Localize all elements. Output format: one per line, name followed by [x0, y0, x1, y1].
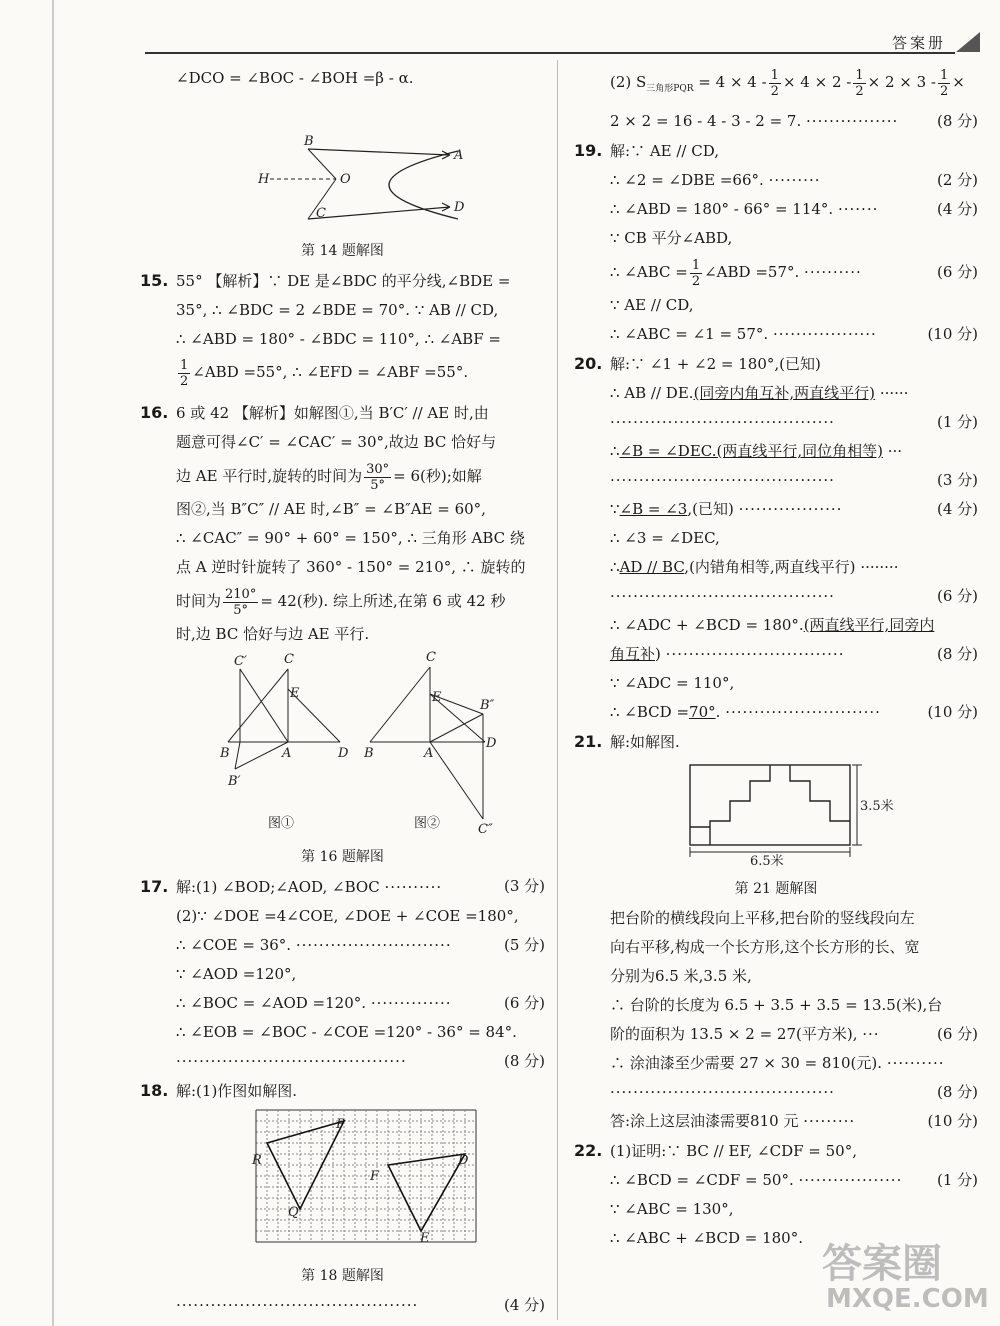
- q21-line6: 阶的面积为 13.5 × 2 = 27(平方米), ··· (6 分): [610, 1025, 978, 1043]
- svg-text:B′: B′: [228, 774, 241, 789]
- q20-line8: ∴AD // BC,(内错角相等,两直线平行) ········: [610, 558, 899, 576]
- q15-line3: ∴ ∠ABD = 180° - ∠BDC = 110°, ∴ ∠ABF =: [176, 330, 501, 348]
- q20-line7: ∴ ∠3 = ∠DEC,: [610, 529, 720, 547]
- svg-text:A: A: [282, 746, 292, 761]
- q20-line3: ······································· (1 分): [610, 413, 978, 431]
- header-title: 答案册: [892, 34, 947, 52]
- fig21: [574, 757, 978, 867]
- svg-text:Q: Q: [288, 1205, 299, 1220]
- svg-text:C: C: [426, 650, 436, 665]
- q20-line11: 角互补) ······························· (8 分): [610, 645, 978, 663]
- header-rule: [145, 52, 955, 54]
- fig14-label-c: C: [316, 206, 326, 221]
- svg-text:D: D: [486, 736, 497, 751]
- q19-line7: ∴ ∠ABC = ∠1 = 57°. ·················· (10 分): [610, 325, 978, 343]
- q15-line2: 35°, ∴ ∠BDC = 2 ∠BDE = 70°. ∵ AB // CD,: [176, 301, 499, 319]
- fig14-label-a: A: [454, 148, 464, 163]
- svg-text:E: E: [432, 690, 442, 705]
- q16-line5: ∴ ∠CAC″ = 90° + 60° = 150°, ∴ 三角形 ABC 绕: [176, 529, 525, 547]
- svg-text:3.5米: 3.5米: [860, 799, 894, 814]
- q15-line1: 15. 55° 【解析】∵ DE 是∠BDC 的平分线,∠BDE =: [140, 266, 545, 296]
- fig18-caption: 第 18 题解图: [301, 1268, 384, 1284]
- q20-line4: ∴∠B = ∠DEC.(两直线平行,同位角相等) ···: [610, 442, 903, 460]
- fig14-label-b: B: [304, 134, 314, 149]
- q15-number: 15.: [140, 271, 169, 290]
- page-edge: [52, 0, 54, 1326]
- q21-line7: ∴ 涂油漆至少需要 27 × 30 = 810(元). ··········: [610, 1054, 945, 1072]
- q18b-line1: (2) $S_{三角形PQR} = 4 \times 4$ - $\frac{1}{2}$ × 4 × 2 - $\frac{1}{2}$ × 2 × 3 - $\frac{1}{2}$ ×: [610, 67, 965, 99]
- q20-line10: ∴ ∠ADC + ∠BCD = 180°.(两直线平行,同旁内: [610, 616, 935, 634]
- q16-line7: 时间为 $\frac{210^\circ}{5^\circ}$ = 42(秒). 综上所述,在第 6 或 42 秒: [176, 586, 506, 618]
- watermark-logo: 答案圈: [822, 1241, 942, 1287]
- fig18-grid: [140, 1106, 545, 1256]
- q17-line7: ········································ (8 分): [176, 1052, 545, 1070]
- q20-line9: ······································· (6 分): [610, 587, 978, 605]
- q16-line1: 16. 6 或 42 【解析】如解图①,当 B′C′ // AE 时,由: [140, 398, 545, 428]
- q14-tail: ∠DCO = ∠BOC - ∠BOH =β - α.: [176, 69, 414, 87]
- watermark-url: MXQE.COM: [826, 1284, 989, 1314]
- svg-text:P: P: [336, 1117, 345, 1132]
- q20-line6: ∵∠B = ∠3,(已知) ·················· (4 分): [610, 500, 978, 518]
- svg-text:图①: 图①: [268, 816, 295, 831]
- q15-line4: $\frac{1}{2}$ ∠ABD =55°, ∴ ∠EFD = ∠ABF =55°.: [180, 357, 469, 389]
- q18-number: 18.: [140, 1081, 169, 1100]
- q15-frac: $\frac{1}{2}$: [180, 357, 189, 389]
- svg-text:B: B: [220, 746, 230, 761]
- fig14-label-h: H: [258, 172, 270, 187]
- q20-line13: ∴ ∠BCD =70°. ··························· (10 分): [610, 703, 978, 721]
- q20-line1: 20. 解:∵ ∠1 + ∠2 = 180°,(已知): [574, 354, 821, 373]
- q17-line6: ∴ ∠EOB = ∠BOC - ∠COE =120° - 36° = 84°.: [176, 1023, 517, 1041]
- q22-line1: 22. (1)证明:∵ BC // EF, ∠CDF = 50°,: [574, 1141, 857, 1160]
- svg-text:D: D: [338, 746, 349, 761]
- q17-line5: ∴ ∠BOC = ∠AOD =120°. ·············· (6 分): [176, 994, 545, 1012]
- q17-line2: (2)∵ ∠DOE =4∠COE, ∠DOE + ∠COE =180°,: [176, 907, 519, 925]
- q22-line2: ∴ ∠BCD = ∠CDF = 50°. ·················· (1 分): [610, 1171, 978, 1189]
- q16-line6: 点 A 逆时针旋转了 360° - 150° = 210°, ∴ 旋转的: [176, 558, 526, 576]
- svg-text:R: R: [252, 1153, 262, 1168]
- q19-line1: 19. 解:∵ AE // CD,: [574, 141, 719, 160]
- fig14-label-d: D: [454, 200, 465, 215]
- svg-text:B: B: [364, 746, 374, 761]
- fig14-label-o: O: [340, 172, 351, 187]
- fig21-caption: 第 21 题解图: [734, 881, 818, 897]
- column-divider: [557, 60, 558, 1320]
- q22-line3: ∵ ∠ABC = 130°,: [610, 1200, 734, 1218]
- q20-line2: ∴ AB // DE.(同旁内角互补,两直线平行) ······: [610, 384, 909, 402]
- q19-line2: ∴ ∠2 = ∠DBE =66°. ········· (2 分): [610, 171, 978, 189]
- q21-line4: 分别为6.5 米,3.5 米,: [610, 967, 752, 985]
- header-triangle-icon: [956, 32, 980, 52]
- q21-line3: 向右平移,构成一个长方形,这个长方形的长、宽: [610, 938, 920, 956]
- q16-line2: 题意可得∠C′ = ∠CAC′ = 30°,故边 BC 恰好与: [176, 433, 497, 451]
- q21-line2: 把台阶的横线段向上平移,把台阶的竖线段向左: [610, 909, 915, 927]
- q19-line4: ∵ CB 平分∠ABD,: [610, 229, 733, 247]
- fig16: [140, 649, 545, 839]
- q21-line9: 答:涂上这层油漆需要810 元 ········· (10 分): [610, 1112, 978, 1130]
- svg-text:D: D: [458, 1153, 469, 1168]
- fig16-caption: 第 16 题解图: [301, 849, 384, 865]
- right-column: [574, 64, 978, 1253]
- q21-line8: ······································· (8 分): [610, 1083, 978, 1101]
- q17-line1: 17. 解:(1) ∠BOD;∠AOD, ∠BOC ·········· (3 分): [140, 872, 545, 902]
- q20-line5: ······································· (3 分): [610, 471, 978, 489]
- q19-line3: ∴ ∠ABD = 180° - 66° = 114°. ······· (4 分): [610, 200, 978, 218]
- svg-text:C′: C′: [234, 654, 247, 669]
- svg-text:E: E: [290, 686, 300, 701]
- svg-text:C″: C″: [478, 822, 493, 837]
- q21-line1: 21. 解:如解图.: [574, 732, 680, 751]
- q16-number: 16.: [140, 403, 169, 422]
- svg-text:6.5米: 6.5米: [750, 854, 784, 867]
- q22-line4: ∴ ∠ABC + ∠BCD = 180°.: [610, 1229, 803, 1247]
- svg-text:图②: 图②: [414, 816, 441, 831]
- q20-line12: ∵ ∠ADC = 110°,: [610, 674, 735, 692]
- q18b-line2: 2 × 2 = 16 - 4 - 3 - 2 = 7. ················ (8 分): [610, 112, 978, 130]
- q17-line3: ∴ ∠COE = 36°. ··························· (5 分): [176, 936, 545, 954]
- q16-line8: 时,边 BC 恰好与边 AE 平行.: [176, 625, 370, 643]
- svg-text:B″: B″: [480, 698, 495, 713]
- q17-number: 17.: [140, 877, 169, 896]
- svg-text:E: E: [420, 1231, 430, 1246]
- fig14-caption: 第 14 题解图: [301, 243, 384, 259]
- svg-text:C: C: [284, 652, 294, 667]
- q19-line5: ∴ ∠ABC = $\frac{1}{2}$ ∠ABD =57°. ·········· (6 分): [610, 257, 978, 289]
- q21-line5: ∴ 台阶的长度为 6.5 + 3.5 + 3.5 = 13.5(米),台: [610, 996, 943, 1014]
- fig14: [140, 93, 545, 233]
- q18-line1: 18. 解:(1)作图如解图.: [140, 1076, 545, 1106]
- q19-line6: ∵ AE // CD,: [610, 296, 694, 314]
- q16-line3: 边 AE 平行时,旋转的时间为 $\frac{30^\circ}{5^\circ}$ = 6(秒);如解: [176, 461, 482, 493]
- left-column: [140, 64, 545, 1320]
- q18-points: ·········································· (4 分): [176, 1296, 545, 1314]
- svg-text:F: F: [370, 1169, 380, 1184]
- svg-text:A: A: [424, 746, 434, 761]
- q16-line4: 图②,当 B″C″ // AE 时,∠B″ = ∠B″AE = 60°,: [176, 500, 486, 518]
- q17-line4: ∵ ∠AOD =120°,: [176, 965, 297, 983]
